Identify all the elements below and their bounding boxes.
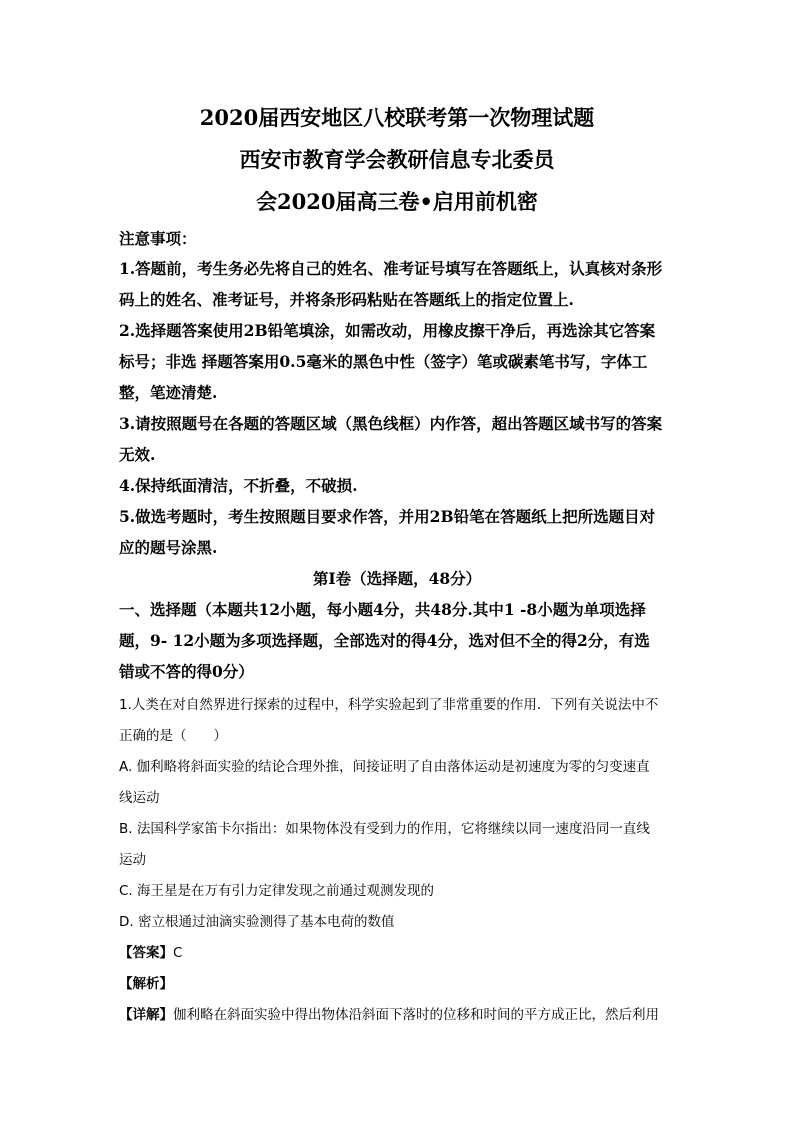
- analysis-label: 【解析】: [119, 976, 173, 992]
- question-stem-line: 1.人类在对自然界进行探索的过程中，科学实验起到了非常重要的作用．下列有关说法中不: [119, 697, 659, 713]
- detail-text: 伽利略在斜面实验中得出物体沿斜面下落时的位移和时间的平方成正比，然后利用: [173, 1007, 659, 1023]
- answer-label: 【答案】: [119, 945, 173, 961]
- answer-value: C: [173, 945, 183, 961]
- notice-line: 整，笔迹清楚.: [119, 383, 218, 402]
- detail-label: 【详解】: [119, 1007, 173, 1023]
- exam-title-line-3: 会2020届高三卷•启用前机密: [256, 189, 538, 214]
- section-intro-line: 题，9- 12小题为多项选择题，全部选对的得4分，选对但不全的得2分，有选: [119, 631, 650, 650]
- exam-title-line-1: 2020届西安地区八校联考第一次物理试题: [199, 105, 595, 130]
- option-a-line: A. 伽利略将斜面实验的结论合理外推，间接证明了自由落体运动是初速度为零的匀变速直: [119, 759, 650, 775]
- notice-heading: 注意事项：: [119, 229, 197, 248]
- notice-line: 应的题号涂黑.: [119, 538, 218, 557]
- notice-line: 5.做选考题时，考生按照题目要求作答，并用2B铅笔在答题纸上把所选题目对: [119, 507, 656, 526]
- option-b-line: B. 法国科学家笛卡尔指出：如果物体没有受到力的作用，它将继续以同一速度沿同一直线: [119, 821, 650, 837]
- section-intro-line: 一、选择题（本题共12小题，每小题4分，共48分.其中1 -8小题为单项选择: [119, 600, 646, 619]
- question-stem-line: 正确的是（ ）: [119, 728, 227, 744]
- detail-row: [119, 1006, 679, 1024]
- analysis-row: [119, 975, 679, 993]
- notice-line: 无效.: [119, 445, 156, 464]
- option-b-line: 运动: [119, 852, 146, 868]
- option-a-line: 线运动: [119, 790, 160, 806]
- notice-line: 码上的姓名、准考证号，并将条形码粘贴在答题纸上的指定位置上.: [119, 290, 574, 309]
- exam-title-line-2: 西安市教育学会教研信息专北委员: [239, 147, 555, 172]
- notice-line: 1.答题前，考生务必先将自己的姓名、准考证号填写在答题纸上，认真核对条形: [119, 259, 663, 278]
- answer-row: [119, 944, 679, 962]
- section-intro-line: 错或不答的得0分）: [119, 662, 254, 681]
- option-d-line: D. 密立根通过油滴实验测得了基本电荷的数值: [119, 914, 395, 930]
- notice-line: 4.保持纸面清洁，不折叠，不破损.: [119, 476, 358, 495]
- notice-line: 2.选择题答案使用2B铅笔填涂，如需改动，用橡皮擦干净后，再选涂其它答案: [119, 321, 656, 340]
- notice-line: 标号；非选 择题答案用0.5毫米的黑色中性（签字）笔或碳素笔书写，字体工: [119, 352, 648, 371]
- option-c-line: C. 海王星是在万有引力定律发现之前通过观测发现的: [119, 883, 435, 899]
- section-title: 第Ⅰ卷（选择题，48分）: [312, 569, 482, 588]
- notice-line: 3.请按照题号在各题的答题区域（黑色线框）内作答，超出答题区域书写的答案: [119, 414, 663, 433]
